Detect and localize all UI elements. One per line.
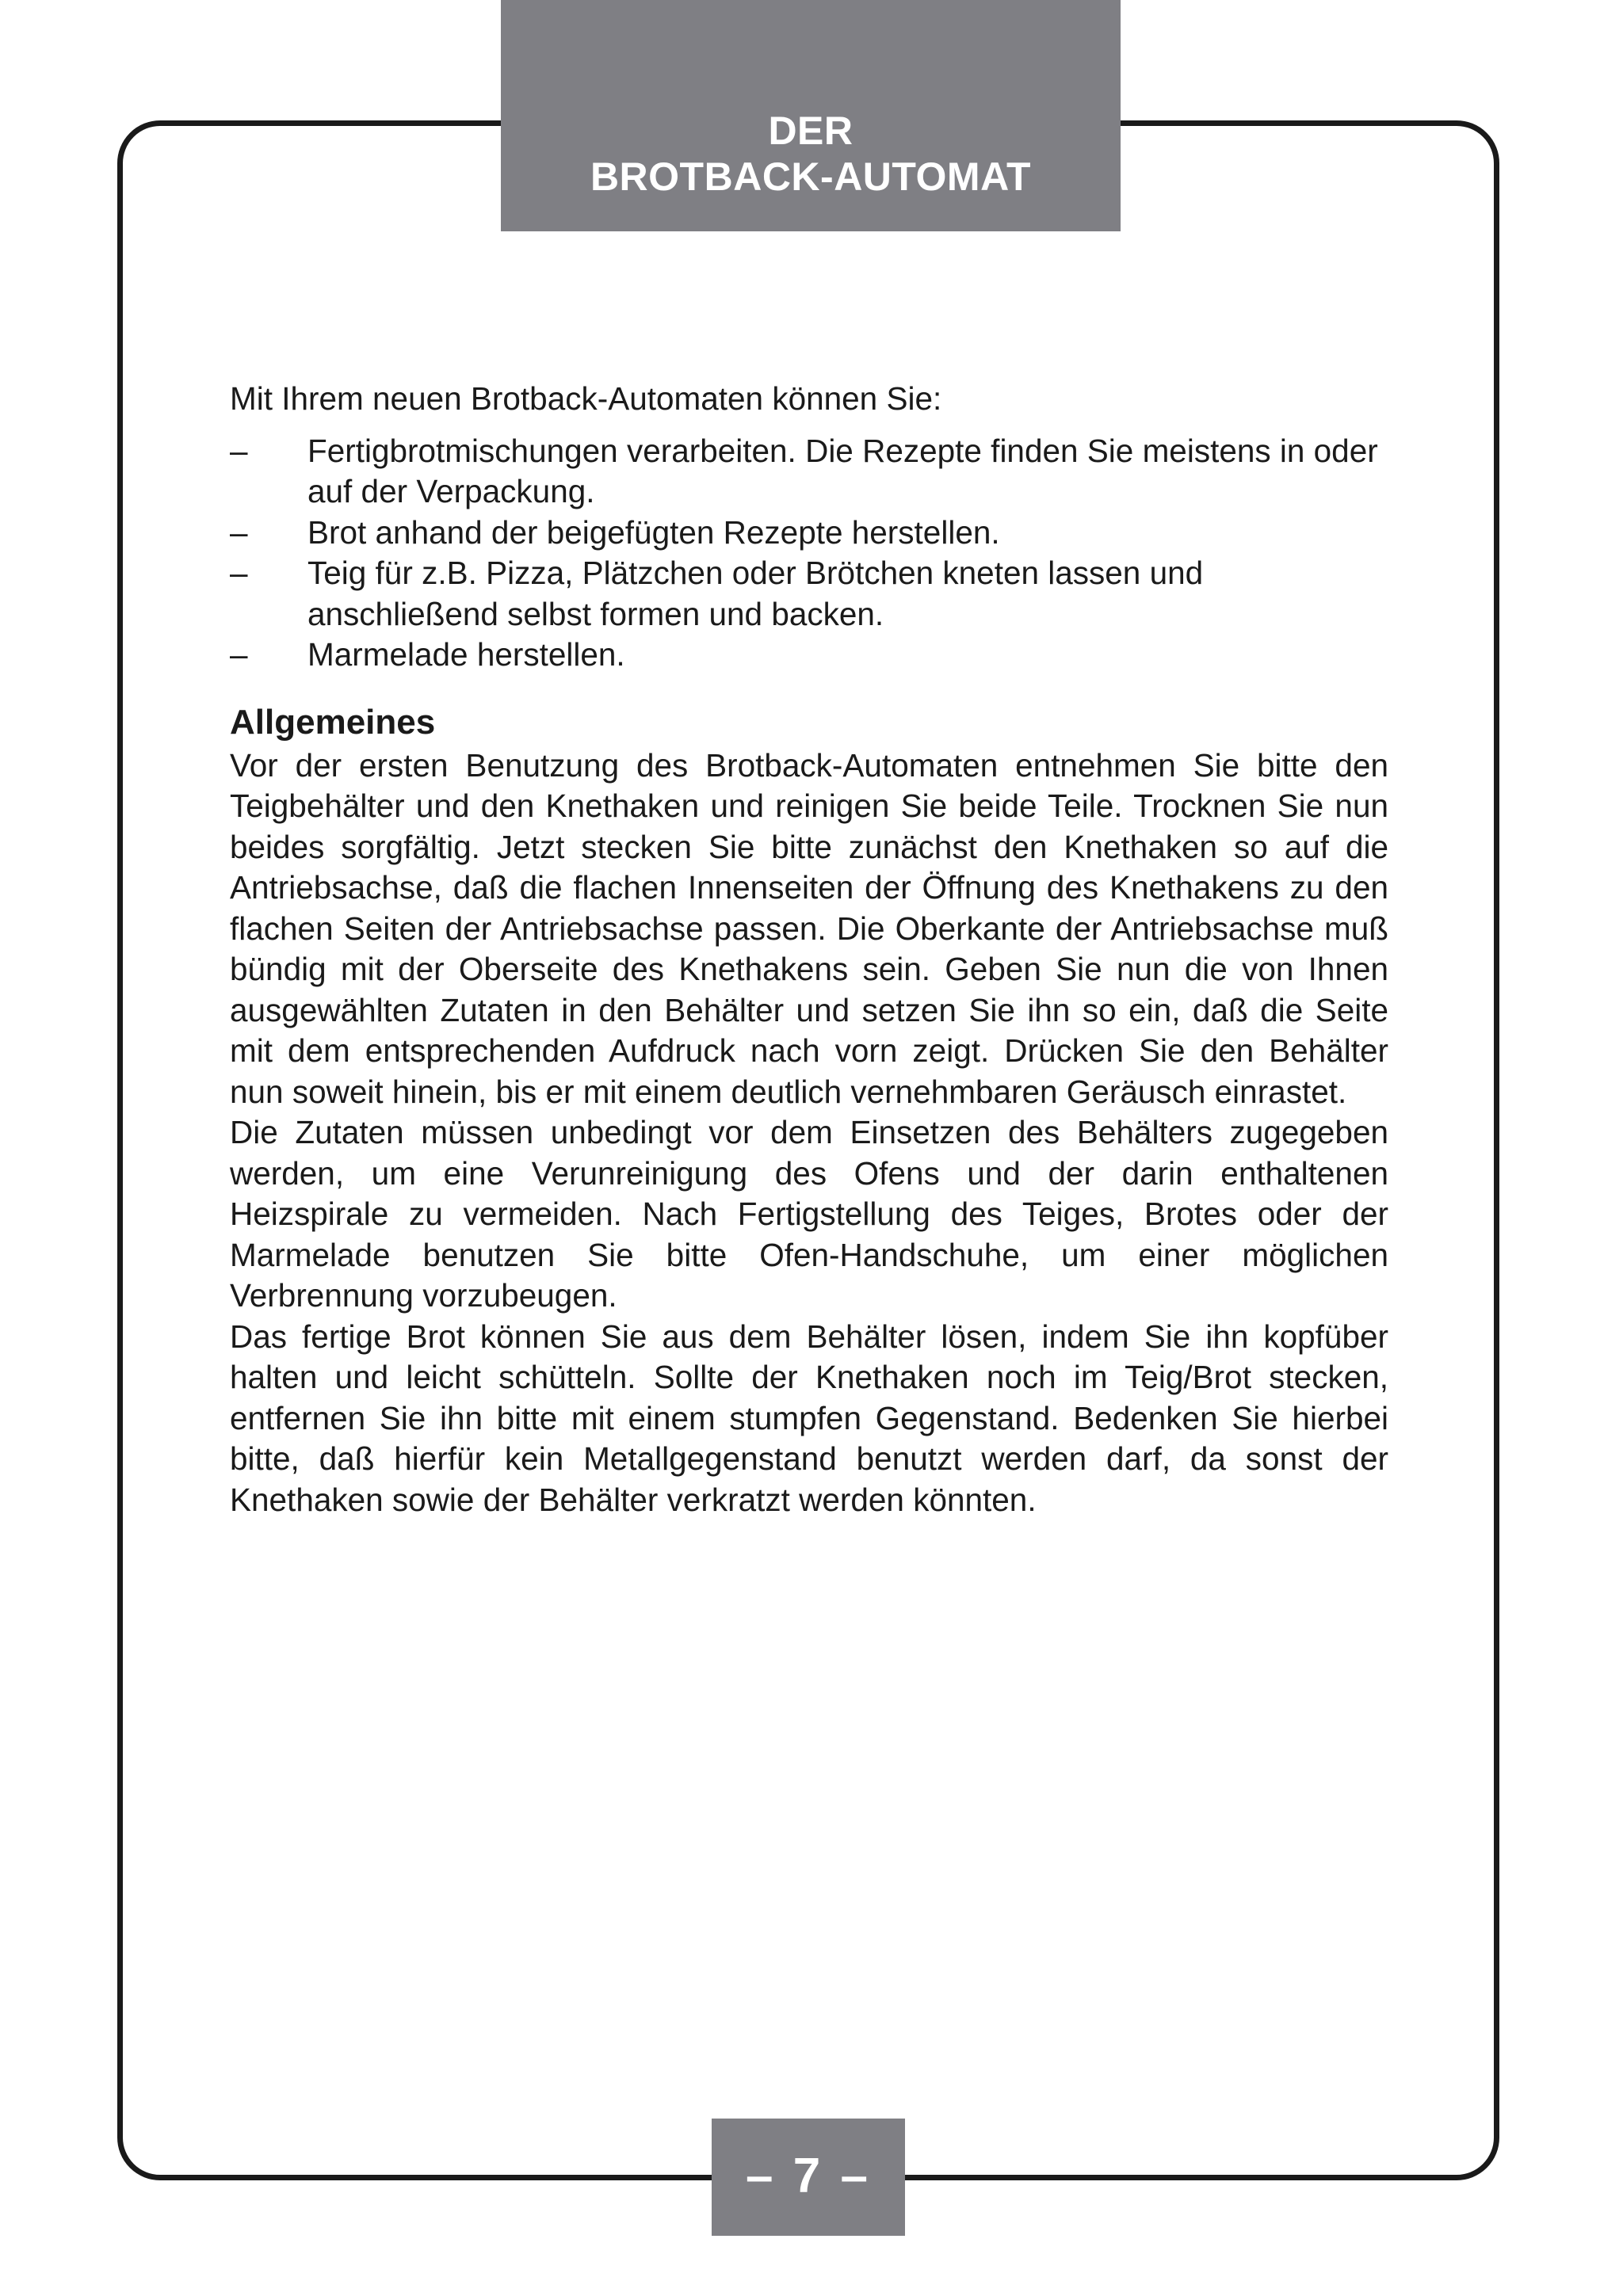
- list-dash: –: [230, 513, 248, 551]
- body-paragraph: Vor der ersten Benutzung des Brotback-Automaten entnehmen Sie bitte den Teigbehälter und den Knethaken und reinigen Sie beide Teile. Trocknen Sie nun beides sorgfältig. Jetzt stecken Sie bitte zunächst den Knethaken so auf die Antriebsachse, daß die flachen Innenseiten der Öffnung des Knethakens zu den flachen Seiten der Antriebsachse passen. Die Oberkante der Antriebsachse muß bündig mit der Oberseite des Knethakens sein. Geben Sie nun die von Ihnen ausgewählten Zutaten in den Behälter und setzen Sie ihn so ein, daß die Seite mit dem entsprechenden Aufdruck nach vorn zeigt. Drücken Sie den Behälter nun soweit hinein, bis er mit einem deutlich vernehmbaren Geräusch einrastet.: [230, 746, 1388, 1110]
- list-item: [230, 553, 1388, 635]
- chapter-title-line-2: BROTBACK-AUTOMAT: [590, 154, 1032, 199]
- list-item: [230, 513, 1388, 554]
- chapter-header: [501, 0, 1121, 231]
- list-item-text: Marmelade herstellen.: [307, 636, 625, 673]
- list-item: [230, 635, 1388, 676]
- chapter-title-line-1: DER: [768, 109, 854, 153]
- intro-text: Mit Ihrem neuen Brotback-Automaten können Sie:: [230, 380, 942, 417]
- list-dash: –: [230, 636, 248, 673]
- main-content: [230, 379, 1388, 1520]
- feature-list: [230, 431, 1388, 676]
- body-paragraph: Das fertige Brot können Sie aus dem Behälter lösen, indem Sie ihn kopfüber halten und leicht schütteln. Sollte der Knethaken noch im Teig/Brot stecken, entfernen Sie ihn bitte mit einem stumpfen Gegenstand. Bedenken Sie hierbei bitte, daß hierfür kein Metallgegenstand benutzt werden darf, da sonst der Knethaken sowie der Behälter verkratzt werden könnten.: [230, 1318, 1388, 1518]
- list-item-text: Teig für z.B. Pizza, Plätzchen oder Brötchen kneten lassen und anschließend selbst formen und backen.: [307, 555, 1204, 632]
- list-dash: –: [230, 432, 248, 469]
- list-item-text: Fertigbrotmischungen verarbeiten. Die Rezepte finden Sie meistens in oder auf der Verpackung.: [307, 432, 1378, 509]
- body-paragraph: Die Zutaten müssen unbedingt vor dem Einsetzen des Behälters zugegeben werden, um eine Verunreinigung des Ofens und der darin enthaltenen Heizspirale zu vermeiden. Nach Fertigstellung des Teiges, Brotes oder der Marmelade benutzen Sie bitte Ofen-Handschuhe, um einer möglichen Verbrennung vorzubeugen.: [230, 1114, 1388, 1314]
- list-item-text: Brot anhand der beigefügten Rezepte herstellen.: [307, 513, 1000, 551]
- page-number: – 7 –: [712, 2119, 905, 2236]
- section-heading: Allgemeines: [230, 702, 436, 742]
- list-item: [230, 431, 1388, 513]
- list-dash: –: [230, 555, 248, 591]
